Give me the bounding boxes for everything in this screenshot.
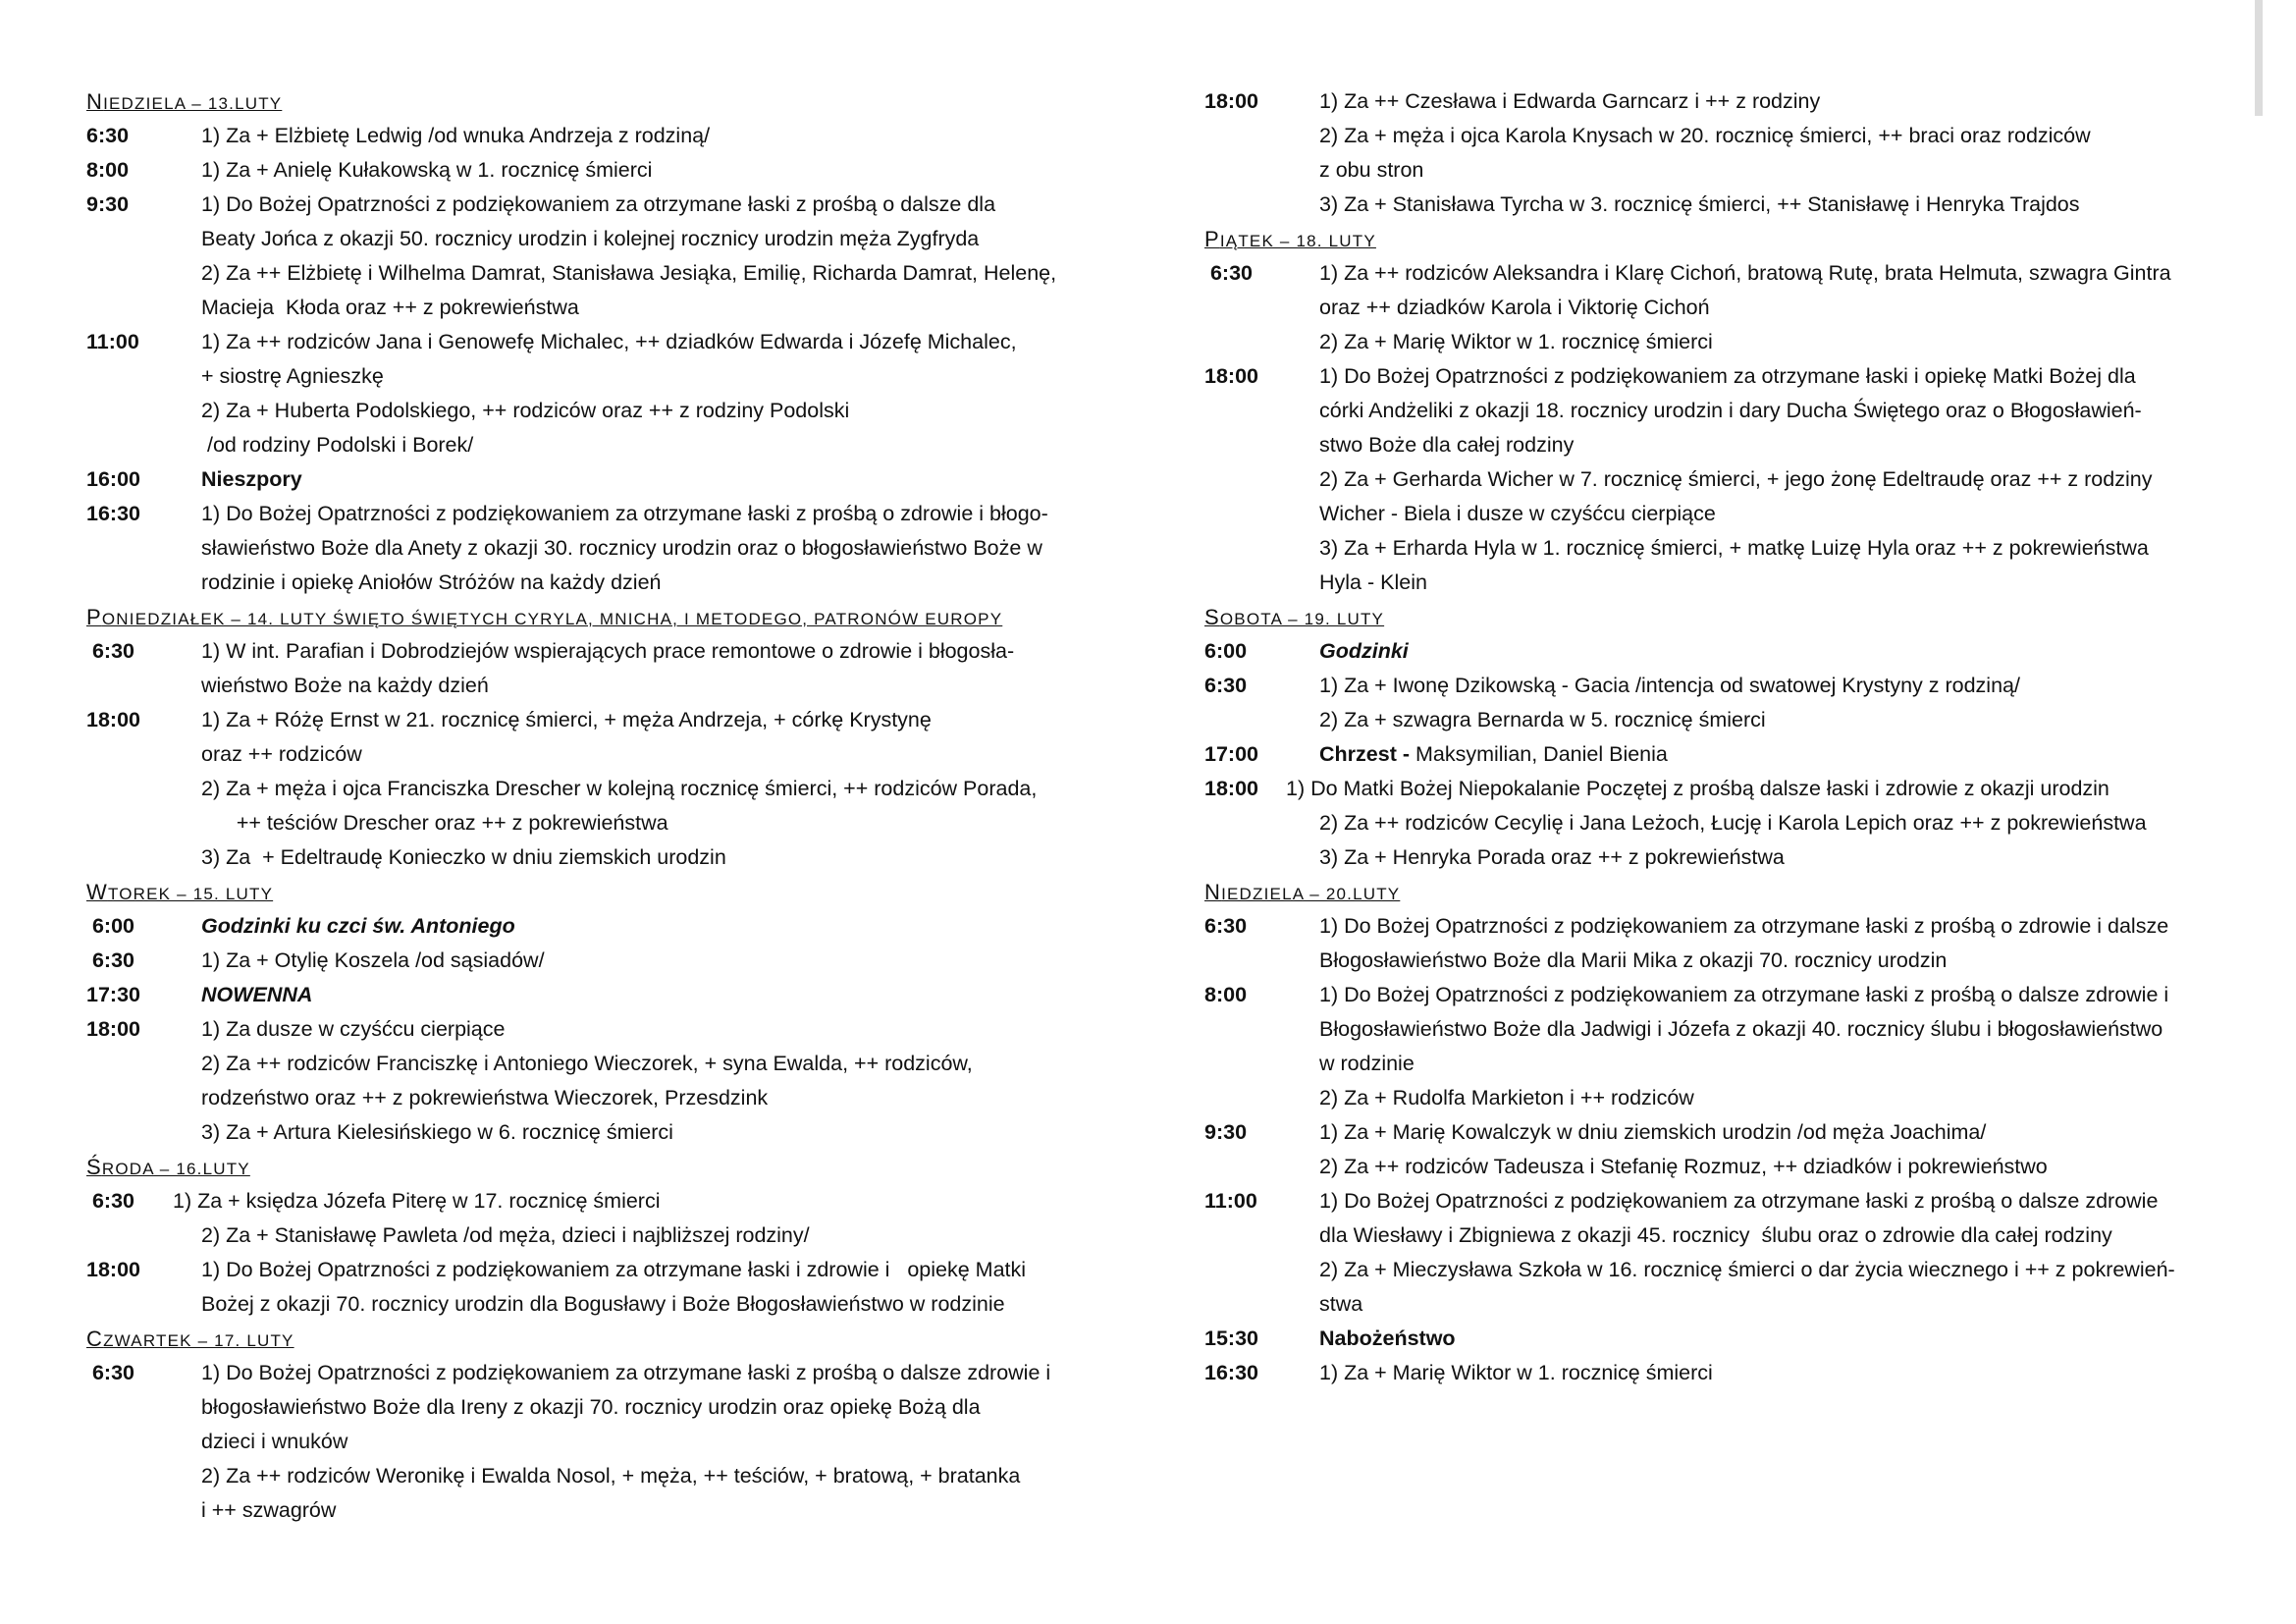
intention-line: 1) Za + Różę Ernst w 21. rocznicę śmierci, + męża Andrzeja, + córkę Krystynę [201, 708, 932, 731]
intention-line: 1) Za ++ Czesława i Edwarda Garncarz i ++ z rodziny [1319, 89, 1821, 113]
mass-time: 17:30 [86, 983, 140, 1006]
intention-list [1319, 737, 2230, 772]
mass-entry [1204, 669, 2230, 737]
intention-line: oraz ++ rodziców [201, 742, 362, 766]
mass-entry [86, 462, 1112, 497]
mass-entry [1204, 909, 2230, 978]
intention-line: Beaty Jońca z okazji 50. rocznicy urodzin i kolejnej rocznicy urodzin męża Zygfryda [201, 227, 980, 250]
intention-line: 3) Za + Edeltraudę Konieczko w dniu ziemskich urodzin [201, 845, 726, 869]
intention-names: Maksymilian, Daniel Bienia [1415, 742, 1668, 766]
mass-time: 9:30 [86, 192, 130, 216]
mass-entry [86, 325, 1112, 462]
mass-time: 6:30 [1204, 674, 1248, 697]
intention-list [1319, 1356, 2230, 1390]
day-heading: PIĄTEK – 18. LUTY [1204, 227, 1376, 251]
intention-list [201, 978, 1112, 1012]
right-column [1204, 84, 2230, 1390]
intention-line: sławieństwo Boże dla Anety z okazji 30. rocznicy urodzin oraz o błogosławieństwo Boże w [201, 536, 1042, 560]
intention-list [1319, 978, 2230, 1115]
intention-line [1319, 737, 2230, 772]
day-heading: SOBOTA – 19. LUTY [1204, 605, 1385, 629]
intention-list [1319, 256, 2230, 359]
day-heading: PONIEDZIAŁEK – 14. LUTY ŚWIĘTO ŚWIĘTYCH CYRYLA, MNICHA, I METODEGO, PATRONÓW EUROPY [86, 605, 1003, 629]
mass-entry [1204, 1322, 2230, 1356]
intention-line: Wicher - Biela i dusze w czyśćcu cierpiące [1319, 502, 1716, 525]
mass-entry [86, 1184, 1112, 1253]
intention-line: 1) Do Bożej Opatrzności z podziękowaniem za otrzymane łaski z prośbą o zdrowie i dalsze [1319, 914, 2169, 938]
intention-line: wieństwo Boże na każdy dzień [201, 674, 489, 697]
intention-line: 2) Za ++ rodziców Weronikę i Ewalda Nosol, + męża, ++ teściów, + bratową, + bratanka [201, 1464, 1021, 1488]
intention-list [201, 1356, 1112, 1528]
intention-list [1319, 359, 2230, 600]
intention-list [201, 188, 1112, 325]
scrollbar-thumb[interactable] [2255, 0, 2263, 116]
intention-line: 2) Za + męża i ojca Franciszka Drescher w kolejną rocznicę śmierci, ++ rodziców Porada, [201, 777, 1038, 800]
mass-time: 18:00 [1204, 364, 1258, 388]
intention-list [201, 119, 1112, 153]
intention-list [201, 634, 1112, 703]
intention-line: Hyla - Klein [1319, 570, 1427, 594]
intention-line: /od rodziny Podolski i Borek/ [201, 433, 474, 457]
intention-list [201, 944, 1112, 978]
intention-line: Godzinki ku czci św. Antoniego [201, 914, 515, 938]
intention-line: 1) Za + Iwonę Dzikowską - Gacia /intencja od swatowej Krystyny z rodziną/ [1319, 674, 2020, 697]
mass-time: 18:00 [86, 1258, 140, 1281]
mass-entry [86, 634, 1112, 703]
day-heading: WTOREK – 15. LUTY [86, 880, 274, 904]
intention-line: NOWENNA [201, 983, 313, 1006]
day-heading: NIEDZIELA – 20.LUTY [1204, 880, 1401, 904]
intention-line: 2) Za ++ Elżbietę i Wilhelma Damrat, Stanisława Jesiąka, Emilię, Richarda Damrat, Helenę, [201, 261, 1057, 285]
intention-line: oraz ++ dziadków Karola i Viktorię Cichoń [1319, 296, 1710, 319]
intention-line: 2) Za + Marię Wiktor w 1. rocznicę śmierci [1319, 330, 1713, 353]
mass-time: 6:00 [86, 914, 135, 938]
intention-list [201, 1253, 1112, 1322]
mass-entry [1204, 1184, 2230, 1322]
intention-line: 3) Za + Artura Kielesińskiego w 6. rocznicę śmierci [201, 1120, 673, 1144]
intention-label: Chrzest - [1319, 742, 1415, 766]
intention-list [201, 325, 1112, 462]
intention-list [1319, 1115, 2230, 1184]
intention-line: Godzinki [1319, 639, 1409, 663]
intention-list [1319, 909, 2230, 978]
intention-line: z obu stron [1319, 158, 1424, 182]
intention-line: 2) Za ++ rodziców Cecylię i Jana Leżoch, Łucję i Karola Lepich oraz ++ z pokrewieństwa [1319, 811, 2147, 835]
intention-list [201, 462, 1112, 497]
intention-list [173, 1184, 1112, 1253]
mass-entry [1204, 84, 2230, 222]
intention-line: 1) Do Bożej Opatrzności z podziękowaniem za otrzymane łaski z prośbą o dalsze zdrowie i [1319, 983, 2169, 1006]
intention-line: Bożej z okazji 70. rocznicy urodzin dla Bogusławy i Boże Błogosławieństwo w rodzinie [201, 1292, 1005, 1316]
intention-line: 3) Za + Erharda Hyla w 1. rocznicę śmierci, + matkę Luizę Hyla oraz ++ z pokrewieństwa [1319, 536, 2149, 560]
mass-entry [1204, 978, 2230, 1115]
intention-line: stwa [1319, 1292, 1363, 1316]
mass-entry [1204, 772, 2230, 875]
intention-list [1319, 634, 2230, 669]
mass-time: 8:00 [86, 158, 130, 182]
intention-line: 1) Za dusze w czyśćcu cierpiące [201, 1017, 506, 1041]
intention-line: 1) Do Bożej Opatrzności z podziękowaniem za otrzymane łaski i opiekę Matki Bożej dla [1319, 364, 2136, 388]
intention-line: 1) Do Matki Bożej Niepokalanie Poczętej z prośbą dalsze łaski i zdrowie z okazji urodzin [1286, 777, 2109, 800]
mass-time: 16:30 [86, 502, 140, 525]
mass-entry [86, 944, 1112, 978]
intention-line: 2) Za + Mieczysława Szkoła w 16. rocznicę śmierci o dar życia wiecznego i ++ z pokrewień- [1319, 1258, 2175, 1281]
mass-entry [1204, 359, 2230, 600]
intention-line: 1) Do Bożej Opatrzności z podziękowaniem za otrzymane łaski z prośbą o dalsze zdrowie i [201, 1361, 1051, 1384]
mass-time: 18:00 [1204, 89, 1258, 113]
intention-line: stwo Boże dla całej rodziny [1319, 433, 1575, 457]
intention-line: 1) Do Bożej Opatrzności z podziękowaniem za otrzymane łaski z prośbą o dalsze dla [201, 192, 996, 216]
mass-entry [1204, 634, 2230, 669]
mass-time: 8:00 [1204, 983, 1248, 1006]
intention-line: 2) Za + Gerharda Wicher w 7. rocznicę śmierci, + jego żonę Edeltraudę oraz ++ z rodziny [1319, 467, 2153, 491]
mass-time: 6:30 [86, 1361, 135, 1384]
intention-line: 3) Za + Stanisława Tyrcha w 3. rocznicę śmierci, ++ Stanisławę i Henryka Trajdos [1319, 192, 2080, 216]
mass-entry [1204, 256, 2230, 359]
mass-time: 16:30 [1204, 1361, 1258, 1384]
mass-entry [86, 153, 1112, 188]
intention-line: Nabożeństwo [1319, 1326, 1456, 1350]
mass-entry [86, 497, 1112, 600]
intention-line: ++ teściów Drescher oraz ++ z pokrewieństwa [201, 811, 668, 835]
mass-entry [86, 909, 1112, 944]
intention-line: dzieci i wnuków [201, 1430, 348, 1453]
intention-line: 3) Za + Henryka Porada oraz ++ z pokrewieństwa [1319, 845, 1785, 869]
mass-time: 6:00 [1204, 639, 1248, 663]
intention-line: 1) Do Bożej Opatrzności z podziękowaniem za otrzymane łaski z prośbą o dalsze zdrowie [1319, 1189, 2159, 1213]
mass-entry [86, 703, 1112, 875]
day-heading: NIEDZIELA – 13.LUTY [86, 89, 283, 114]
intention-line: 2) Za ++ rodziców Franciszkę i Antoniego Wieczorek, + syna Ewalda, ++ rodziców, [201, 1052, 973, 1075]
intention-line: 2) Za + Rudolfa Markieton i ++ rodziców [1319, 1086, 1694, 1110]
intention-list [201, 703, 1112, 875]
intention-line: 2) Za + szwagra Bernarda w 5. rocznicę śmierci [1319, 708, 1766, 731]
mass-time: 6:30 [1204, 261, 1254, 285]
intention-line: 1) Za ++ rodziców Jana i Genowefę Michalec, ++ dziadków Edwarda i Józefę Michalec, [201, 330, 1017, 353]
mass-time: 18:00 [86, 1017, 140, 1041]
intention-list [1319, 1322, 2230, 1356]
intention-line: 1) Za ++ rodziców Aleksandra i Klarę Cichoń, bratową Rutę, brata Helmuta, szwagra Gintra [1319, 261, 2171, 285]
intention-list [1319, 1184, 2230, 1322]
intention-line: 1) Za + Otylię Koszela /od sąsiadów/ [201, 948, 545, 972]
intention-line: 1) Do Bożej Opatrzności z podziękowaniem za otrzymane łaski z prośbą o zdrowie i błogo- [201, 502, 1048, 525]
intention-list [1319, 669, 2230, 737]
intention-line: dla Wiesławy i Zbigniewa z okazji 45. rocznicy ślubu oraz o zdrowie dla całej rodziny [1319, 1223, 2112, 1247]
intention-line: Nieszpory [201, 467, 302, 491]
intention-line: 2) Za + Stanisławę Pawleta /od męża, dzieci i najbliższej rodziny/ [201, 1223, 810, 1247]
mass-time: 17:00 [1204, 742, 1258, 766]
mass-time: 6:30 [86, 948, 135, 972]
mass-entry [86, 119, 1112, 153]
mass-entry [86, 978, 1112, 1012]
mass-time: 11:00 [1204, 1189, 1257, 1213]
intention-line: Błogosławieństwo Boże dla Marii Mika z okazji 70. rocznicy urodzin [1319, 948, 1948, 972]
day-heading: CZWARTEK – 17. LUTY [86, 1326, 294, 1351]
mass-entry [86, 1356, 1112, 1528]
left-column [86, 84, 1112, 1528]
mass-time: 15:30 [1204, 1326, 1258, 1350]
mass-time: 6:30 [86, 1189, 135, 1213]
mass-time: 9:30 [1204, 1120, 1248, 1144]
intention-list [201, 1012, 1112, 1150]
mass-time: 16:00 [86, 467, 140, 491]
intention-line: Macieja Kłoda oraz ++ z pokrewieństwa [201, 296, 579, 319]
mass-entry [86, 1012, 1112, 1150]
intention-list [201, 909, 1112, 944]
mass-entry [86, 1253, 1112, 1322]
intention-line: 1) Do Bożej Opatrzności z podziękowaniem za otrzymane łaski i zdrowie i opiekę Matki [201, 1258, 1027, 1281]
intention-list [1319, 84, 2230, 222]
intention-line: 1) Za + księdza Józefa Piterę w 17. rocznicę śmierci [173, 1189, 661, 1213]
intention-line: 2) Za + Huberta Podolskiego, ++ rodziców oraz ++ z rodziny Podolski [201, 399, 850, 422]
intention-line: 1) Za + Anielę Kułakowską w 1. rocznicę śmierci [201, 158, 653, 182]
intention-line: 1) Za + Marię Wiktor w 1. rocznicę śmierci [1319, 1361, 1713, 1384]
intention-line: 1) Za + Marię Kowalczyk w dniu ziemskich urodzin /od męża Joachima/ [1319, 1120, 1987, 1144]
intention-line: i ++ szwagrów [201, 1498, 337, 1522]
intention-line: 1) W int. Parafian i Dobrodziejów wspierających prace remontowe o zdrowie i błogosła- [201, 639, 1015, 663]
day-heading: ŚRODA – 16.LUTY [86, 1155, 250, 1179]
intention-line: Błogosławieństwo Boże dla Jadwigi i Józefa z okazji 40. rocznicy ślubu i błogosławieństwo [1319, 1017, 2163, 1041]
intention-line: 2) Za ++ rodziców Tadeusza i Stefanię Rozmuz, ++ dziadków i pokrewieństwo [1319, 1155, 2048, 1178]
intention-line: rodzeństwo oraz ++ z pokrewieństwa Wieczorek, Przesdzink [201, 1086, 769, 1110]
intention-line: 1) Za + Elżbietę Ledwig /od wnuka Andrzeja z rodziną/ [201, 124, 711, 147]
mass-time: 6:30 [86, 639, 135, 663]
mass-time: 18:00 [1204, 777, 1258, 800]
intention-list [1286, 772, 2230, 875]
intention-line: błogosławieństwo Boże dla Ireny z okazji 70. rocznicy urodzin oraz opiekę Bożą dla [201, 1395, 981, 1419]
mass-time: 11:00 [86, 330, 139, 353]
intention-line: w rodzinie [1319, 1052, 1415, 1075]
mass-entry [1204, 1115, 2230, 1184]
intention-list [201, 153, 1112, 188]
mass-time: 6:30 [86, 124, 130, 147]
mass-time: 6:30 [1204, 914, 1248, 938]
intention-line: 2) Za + męża i ojca Karola Knysach w 20. rocznicę śmierci, ++ braci oraz rodziców [1319, 124, 2091, 147]
mass-entry [1204, 737, 2230, 772]
intention-line: + siostrę Agnieszkę [201, 364, 384, 388]
intention-line: rodzinie i opiekę Aniołów Stróżów na każdy dzień [201, 570, 662, 594]
mass-entry [1204, 1356, 2230, 1390]
mass-time: 18:00 [86, 708, 140, 731]
intention-list [201, 497, 1112, 600]
intention-line: córki Andżeliki z okazji 18. rocznicy urodzin i dary Ducha Świętego oraz o Błogosławień- [1319, 399, 2142, 422]
mass-entry [86, 188, 1112, 325]
